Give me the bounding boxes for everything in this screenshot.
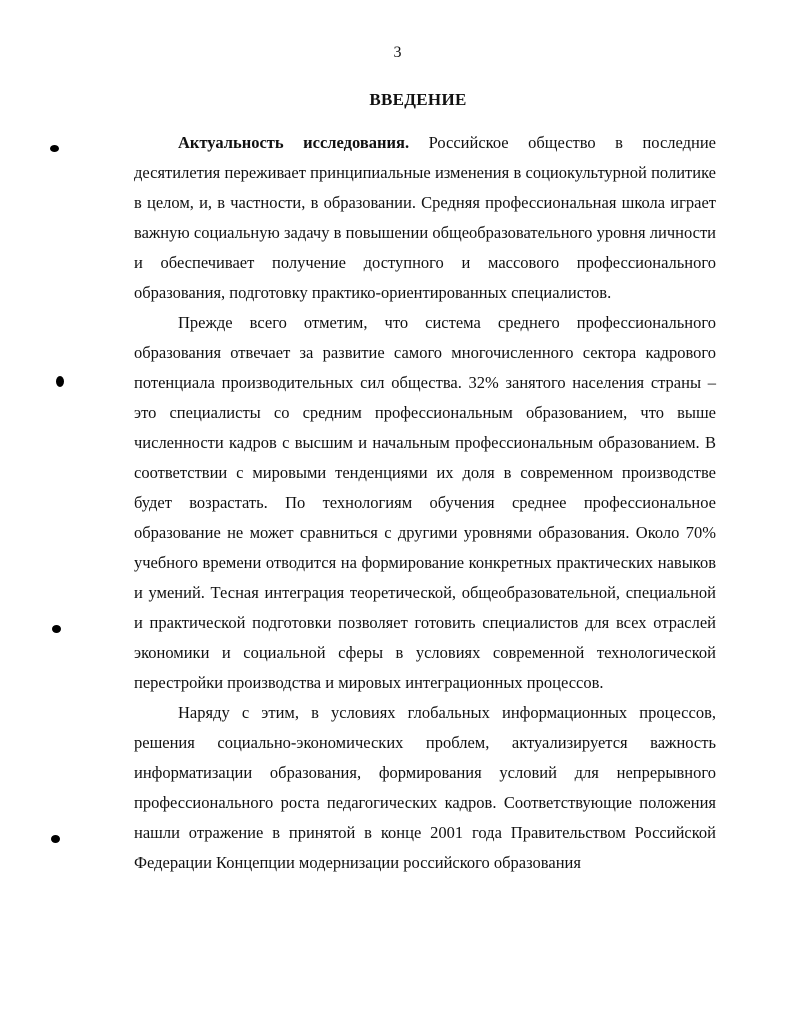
- punch-hole-mark: [51, 835, 60, 843]
- punch-hole-mark: [52, 625, 61, 633]
- paragraph-informatization: [134, 698, 716, 878]
- page-number: 3: [393, 44, 402, 61]
- paragraph-text: Прежде всего отметим, что система среднего профессионального образования отвечает за развитие самого многочисленного сектора кадрового потенциала производительных сил общества. 32% занятого населения страны – это специалисты со средним профессиональным образованием, что выше численности кадров с высшим и начальным профессиональным образованием. В соответствии с мировыми тенденциями их доля в современном производстве будет возрастать. По технологиям обучения среднее профессиональное образование не может сравниться с другими уровнями образования. Около 70% учебного времени отводится на формирование конкретных практических навыков и умений. Тесная интеграция теоретической, общеобразовательной, специальной и практической подготовки позволяет готовить специалистов для всех отраслей экономики и социальной сферы в условиях современной технологической перестройки производства и мировых интеграционных процессов.: [134, 313, 716, 692]
- paragraph-lead-in: Актуальность исследования.: [178, 133, 410, 152]
- punch-hole-mark: [56, 376, 64, 387]
- body-text: [134, 128, 716, 878]
- punch-hole-mark: [50, 145, 59, 152]
- paragraph-text: Наряду с этим, в условиях глобальных информационных процессов, решения социально-экономических проблем, актуализируется важность информатизации образования, формирования условий для непрерывного профессионального роста педагогических кадров. Соответствующие положения нашли отражение в принятой в конце 2001 года Правительством Российской Федерации Концепции модернизации российского образования: [134, 703, 716, 872]
- paragraph-relevance: [134, 128, 716, 308]
- paragraph-text: Российское общество в последние десятилетия переживает принципиальные изменения в социокультурной политике в целом, и, в частности, в образовании. Средняя профессиональная школа играет важную социальную задачу в повышении общеобразовательного уровня личности и обеспечивает получение доступного и массового профессионального образования, подготовку практико-ориентированных специалистов.: [134, 133, 716, 302]
- section-heading: ВВЕДЕНИЕ: [369, 90, 467, 109]
- paragraph-vocational-system: [134, 308, 716, 698]
